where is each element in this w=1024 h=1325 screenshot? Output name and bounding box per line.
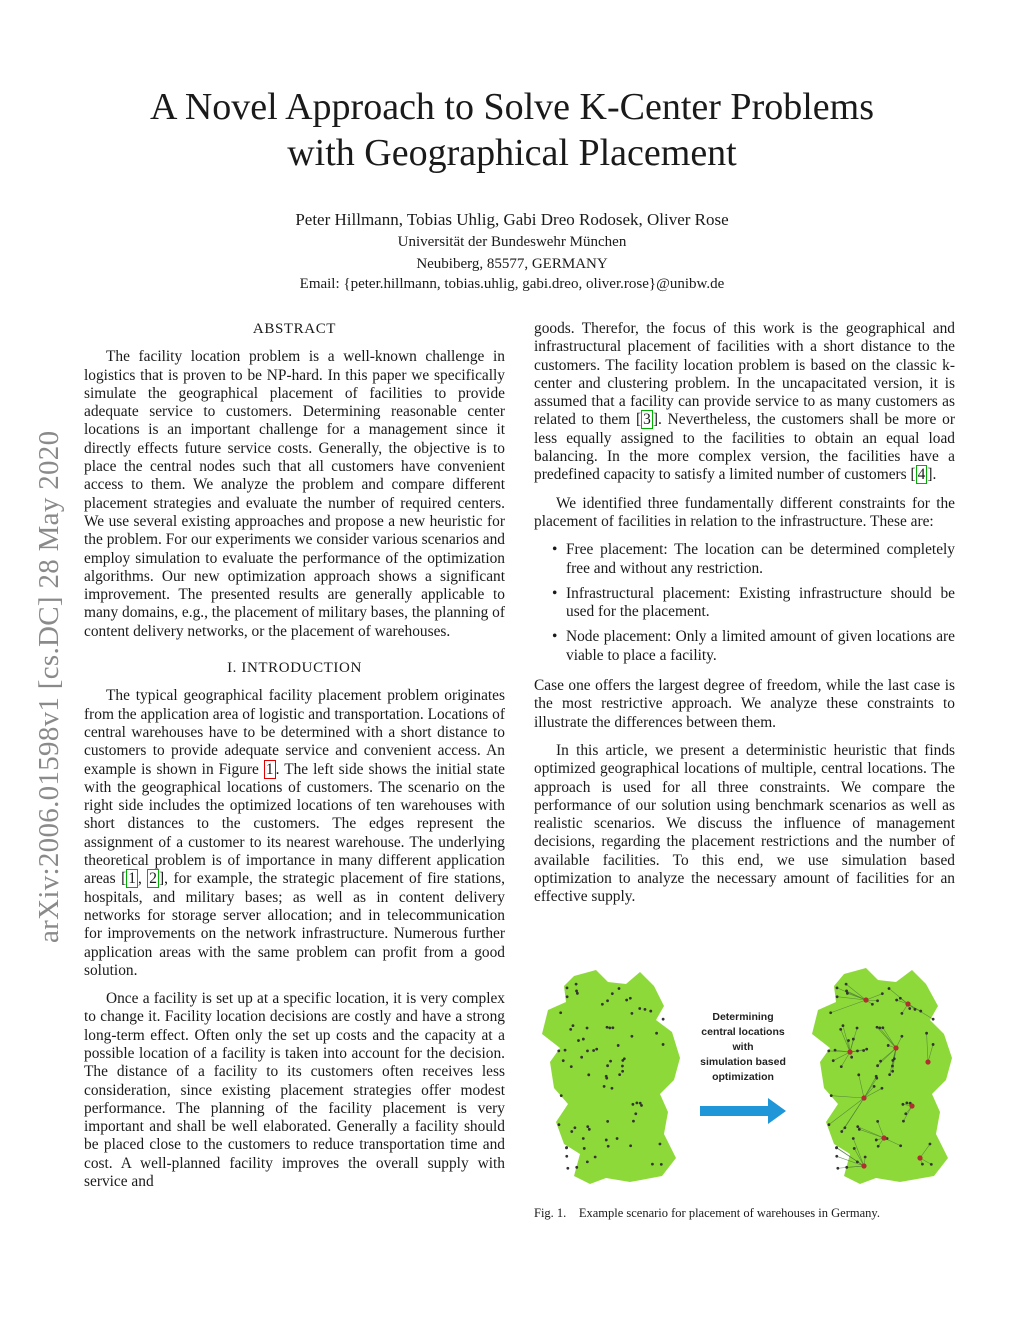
warehouse-point (893, 1045, 898, 1050)
arxiv-stamp: arXiv:2006.01598v1 [cs.DC] 28 May 2020 (33, 430, 65, 943)
left-column (84, 320, 505, 1201)
customer-point (582, 1038, 585, 1041)
intro-paragraph-5: Case one offers the largest degree of freedom, while the last case is the most restrictive approach. We analyze these constraints to illustrate the differences between them. (534, 677, 955, 731)
customer-point (605, 1075, 608, 1078)
customer-point (605, 1139, 608, 1142)
customer-point (632, 1103, 635, 1106)
customer-point (856, 1160, 859, 1163)
email: Email: {peter.hillmann, tobias.uhlig, gabi.dreo, oliver.rose}@unibw.de (299, 276, 725, 292)
customer-point (887, 1044, 890, 1047)
warehouse-point (909, 1103, 914, 1108)
customer-point (606, 1026, 609, 1029)
customer-point (564, 1049, 567, 1052)
customer-point (835, 1155, 838, 1158)
customer-point (639, 1102, 642, 1105)
customer-point (595, 1048, 598, 1051)
customer-point (611, 1087, 614, 1090)
figure-caption (534, 1205, 880, 1221)
customer-point (891, 1065, 894, 1068)
customer-point (905, 1101, 908, 1104)
customer-point (618, 987, 621, 990)
customer-point (617, 1044, 620, 1047)
customer-point (828, 1123, 831, 1126)
customer-point (583, 1147, 586, 1150)
customer-point (655, 1032, 658, 1035)
customer-point (618, 1073, 621, 1076)
customer-point (845, 983, 848, 986)
label-line: simulation based (700, 1056, 786, 1068)
customer-point (921, 1163, 924, 1166)
customer-point (558, 1123, 561, 1126)
customer-point (616, 1137, 619, 1140)
customer-point (607, 1145, 610, 1148)
customer-point (888, 1073, 891, 1076)
customer-point (856, 1027, 859, 1030)
customer-point (876, 1026, 879, 1029)
customer-point (836, 987, 839, 990)
customer-point (562, 1059, 565, 1062)
label-line: central locations (701, 1026, 785, 1038)
warehouse-point (917, 1155, 922, 1160)
customer-point (566, 987, 569, 990)
customer-point (659, 1143, 662, 1146)
customer-point (623, 1057, 626, 1060)
germany-map-left (542, 970, 680, 1184)
customer-point (621, 1070, 624, 1073)
customer-point (893, 1057, 896, 1060)
customer-point (559, 1011, 562, 1014)
customer-point (929, 1143, 932, 1146)
customer-point (662, 1043, 665, 1046)
customer-point (606, 1120, 609, 1123)
citation-2-link[interactable]: 2 (149, 870, 157, 888)
customer-point (908, 1007, 911, 1010)
customer-point (609, 1060, 612, 1063)
customer-point (588, 1128, 591, 1131)
customer-point (575, 983, 578, 986)
customer-point (843, 1126, 846, 1129)
label-line: with (732, 1041, 754, 1053)
customer-point (629, 997, 632, 1000)
customer-point (606, 1064, 609, 1067)
customer-point (569, 1028, 572, 1031)
customer-point (901, 1035, 904, 1038)
customer-point (834, 1049, 837, 1052)
customer-point (904, 1112, 907, 1115)
figure-1 (534, 962, 956, 1192)
customer-point (901, 1012, 904, 1015)
customer-point (582, 1137, 585, 1140)
paper-title (60, 84, 964, 176)
customer-point (631, 1012, 634, 1015)
customer-point (847, 1039, 850, 1042)
customer-point (635, 1101, 638, 1104)
customer-point (836, 995, 839, 998)
customer-point (631, 1035, 634, 1038)
affiliation: Universität der Bundeswehr München (397, 234, 627, 250)
constraint-list (534, 541, 955, 665)
customer-point (832, 1059, 835, 1062)
warehouse-point (905, 1001, 910, 1006)
customer-point (891, 1070, 894, 1073)
customer-point (881, 992, 884, 995)
customer-point (649, 1010, 652, 1013)
customer-point (827, 1050, 830, 1053)
customer-point (651, 1163, 654, 1166)
customer-point (611, 992, 614, 995)
customer-point (881, 1087, 884, 1090)
address: Neubiberg, 85577, GERMANY (416, 256, 608, 272)
customer-point (829, 1011, 832, 1014)
title-line-1: A Novel Approach to Solve K-Center Problems (149, 86, 874, 128)
customer-point (878, 1027, 881, 1030)
customer-point (662, 1018, 665, 1021)
label-line: optimization (712, 1071, 774, 1083)
customer-point (586, 1027, 589, 1030)
customer-point (852, 1038, 855, 1041)
customer-point (930, 1163, 933, 1166)
warehouse-point (881, 1135, 886, 1140)
customer-point (856, 1125, 859, 1128)
customer-point (586, 1049, 589, 1052)
abstract-heading: ABSTRACT (252, 321, 337, 337)
customer-point (857, 1073, 860, 1076)
customer-point (611, 1026, 614, 1029)
customer-point (629, 1144, 632, 1147)
customer-point (875, 1139, 878, 1142)
arrow-head (768, 1098, 786, 1124)
customer-point (835, 1146, 838, 1149)
customer-point (560, 1094, 563, 1097)
customer-point (587, 1073, 590, 1076)
customer-point (625, 999, 628, 1002)
germany-maps-illustration (534, 962, 956, 1192)
customer-point (902, 1120, 905, 1123)
label-line: Determining (712, 1011, 774, 1023)
customer-point (570, 1130, 573, 1133)
customer-point (621, 1065, 624, 1068)
customer-point (601, 1003, 604, 1006)
customer-point (875, 1075, 878, 1078)
warehouse-point (861, 1163, 866, 1168)
citation-4-link[interactable]: 4 (917, 466, 926, 484)
customer-point (566, 1167, 569, 1170)
customer-point (879, 1060, 882, 1063)
customer-point (871, 1003, 874, 1006)
customer-point (577, 1039, 580, 1042)
caption-number: Fig. 1. (534, 1206, 567, 1220)
customer-point (862, 1049, 865, 1052)
customer-point (845, 1166, 848, 1169)
title-line-2: with Geographical Placement (287, 132, 737, 174)
intro-heading: I. INTRODUCTION (227, 660, 362, 677)
customer-point (932, 1043, 935, 1046)
customer-point (634, 1112, 637, 1115)
customer-point (839, 1028, 842, 1031)
customer-point (919, 1010, 922, 1013)
warehouse-point (863, 997, 868, 1002)
customer-point (573, 1126, 576, 1129)
customer-point (850, 1056, 853, 1059)
figure-1-link[interactable]: 1 (265, 760, 274, 778)
customer-point (830, 1094, 833, 1097)
customer-point (575, 1166, 578, 1169)
customer-point (864, 1156, 867, 1159)
citation-1-link[interactable]: 1 (128, 870, 136, 888)
intro-paragraph-4: We identified three fundamentally different constraints for the placement of facilities in relation to the infrastructure. These are: (534, 494, 955, 530)
list-item: • Infrastructural placement: Existing infrastructure should be used for the placement. (566, 585, 955, 622)
arrow-shaft (700, 1106, 770, 1116)
customer-point (638, 1007, 641, 1010)
customer-point (606, 999, 609, 1002)
customer-point (881, 1026, 884, 1029)
customer-point (840, 1065, 843, 1068)
customer-point (565, 1155, 568, 1158)
list-item: • Node placement: Only a limited amount of given locations are viable to place a facility. (566, 628, 955, 665)
customer-point (594, 1156, 597, 1159)
customer-point (888, 987, 891, 990)
customer-point (914, 1008, 917, 1011)
customer-point (895, 999, 898, 1002)
customer-point (570, 1065, 573, 1068)
customer-point (902, 1103, 905, 1106)
author-list: Peter Hillmann, Tobias Uhlig, Gabi Dreo Rodosek, Oliver Rose (295, 210, 729, 229)
warehouse-point (861, 1095, 866, 1100)
customer-point (566, 995, 569, 998)
abstract-text: The facility location problem is a well-known challenge in logistics that is proven to be NP-hard. In this paper we specifically simulate the geographical placement of facilities to provide adequate service to customers. Determining reasonable center locations is an important challenge for a management since it directly effects future service costs. Generally, the objective is to place the central nodes such that all customers have convenient access to them. We analyze the problem and compare different placement strategies and evaluate the number of required centers. We use several existing approaches and propose a new heuristic for the problem. For our experiments we consider various scenarios and employ simulation to evaluate the performance of the optimization algorithms. Our new optimization approach shows a significant improvement. The presented results are generally applicable to many domains, e.g., the placement of military bases, the planning of content delivery networks, or the placement of warehouses. (84, 348, 505, 640)
intro-paragraph-6: In this article, we present a deterministic heuristic that finds optimized geographical locations of multiple, central locations. The approach is used for all three constraints. We compare the performance of our solution using benchmark scenarios as well as realistic scenarios. We discuss the influence of management decisions, regarding the placement restrictions and the number of available facilities. To this end, we use simulation based optimization to analyze the necessary amount of facilities for an effective supply. (534, 741, 955, 906)
right-column (534, 320, 955, 917)
customer-point (925, 1032, 928, 1035)
customer-point (603, 1085, 606, 1088)
customer-point (873, 1085, 876, 1088)
customer-point (840, 1130, 843, 1133)
customer-point (586, 1125, 589, 1128)
intro-paragraph-3: goods. Therefor, the focus of this work is the geographical and infrastructural placement of facilities with a short distance to the customers. The facility location problem is based on the classic k-center and clustering problem. In the uncapacitated version, it is assumed that a facility can provide service to as many customers as related to them [ 3 ]. Nevertheless, the customers shall be more or less equally assigned to the facilities to obtain an equal load balancing. In the more complex version, the facilities have a predefined capacity to satisfy a limited number of customers [ 4 ]. (534, 320, 955, 484)
customer-point (592, 1049, 595, 1052)
customer-point (842, 1024, 845, 1027)
customer-point (845, 990, 848, 993)
citation-3-link[interactable]: 3 (643, 411, 651, 429)
warehouse-point (847, 1049, 852, 1054)
customer-point (565, 1146, 568, 1149)
customer-point (586, 1160, 589, 1163)
customer-point (877, 1145, 880, 1148)
customer-point (856, 1049, 859, 1052)
customer-point (876, 1120, 879, 1123)
customer-point (899, 1144, 902, 1147)
customer-point (644, 1008, 647, 1011)
customer-point (632, 1120, 635, 1123)
customer-point (876, 999, 879, 1002)
customer-point (858, 1128, 861, 1131)
customer-point (865, 1048, 868, 1051)
customer-point (660, 1163, 663, 1166)
intro-paragraph-1: The typical geographical facility placement problem originates from the application area of logistic and transportation. Locations of central warehouses have to be determined with a short distance to customers to provide adequate service and convenient access. An example is shown in Figure 1 . The left side shows the initial state with the geographical locations of customers. The scenario on the right side includes the optimized locations of ten warehouses with short distances to the customers. The edges represent the assignment of a customer to its nearest warehouse. The underlying theoretical problem is of importance in many different application areas [ 1 , 2 ], for example, the strategic placement of fire stations, hospitals, and military bases; as well as in content delivery networks for storage server allocation; and in telecommunication for improvements on the network infrastructure. Numerous further application areas with the same problem can profit from a good solution. (84, 687, 506, 979)
customer-point (853, 1147, 856, 1150)
customer-point (557, 1050, 560, 1053)
customer-point (572, 1024, 575, 1027)
customer-point (932, 1018, 935, 1021)
customer-point (899, 997, 902, 1000)
customer-point (580, 1056, 583, 1059)
customer-point (836, 1167, 839, 1170)
intro-paragraph-2: Once a facility is set up at a specific location, it is very complex to change it. Facility location decisions are costly and have a strong long-term effect. Often only the set up costs and the capacity at a possible location of a facility is taken into account for the decision. The distance of a facility to its customers often receives less consideration, since existing placement strategies offer modest performance. The planning of the facility placement is very important and shall be well elaborated. Generally a facility should be placed close to the customers to reduce transportation time and cost. A well-planned facility improves the overall supply with service and (84, 990, 505, 1191)
caption-text: Example scenario for placement of warehouses in Germany. (578, 1206, 880, 1220)
customer-point (852, 1137, 855, 1140)
warehouse-point (925, 1059, 930, 1064)
customer-point (876, 1064, 879, 1067)
customer-point (575, 990, 578, 993)
figure-label (700, 1011, 786, 1083)
list-item: • Free placement: The location can be determined completely free and without any restriction. (566, 541, 955, 578)
germany-map-right (812, 968, 952, 1184)
customer-point (608, 1027, 611, 1030)
